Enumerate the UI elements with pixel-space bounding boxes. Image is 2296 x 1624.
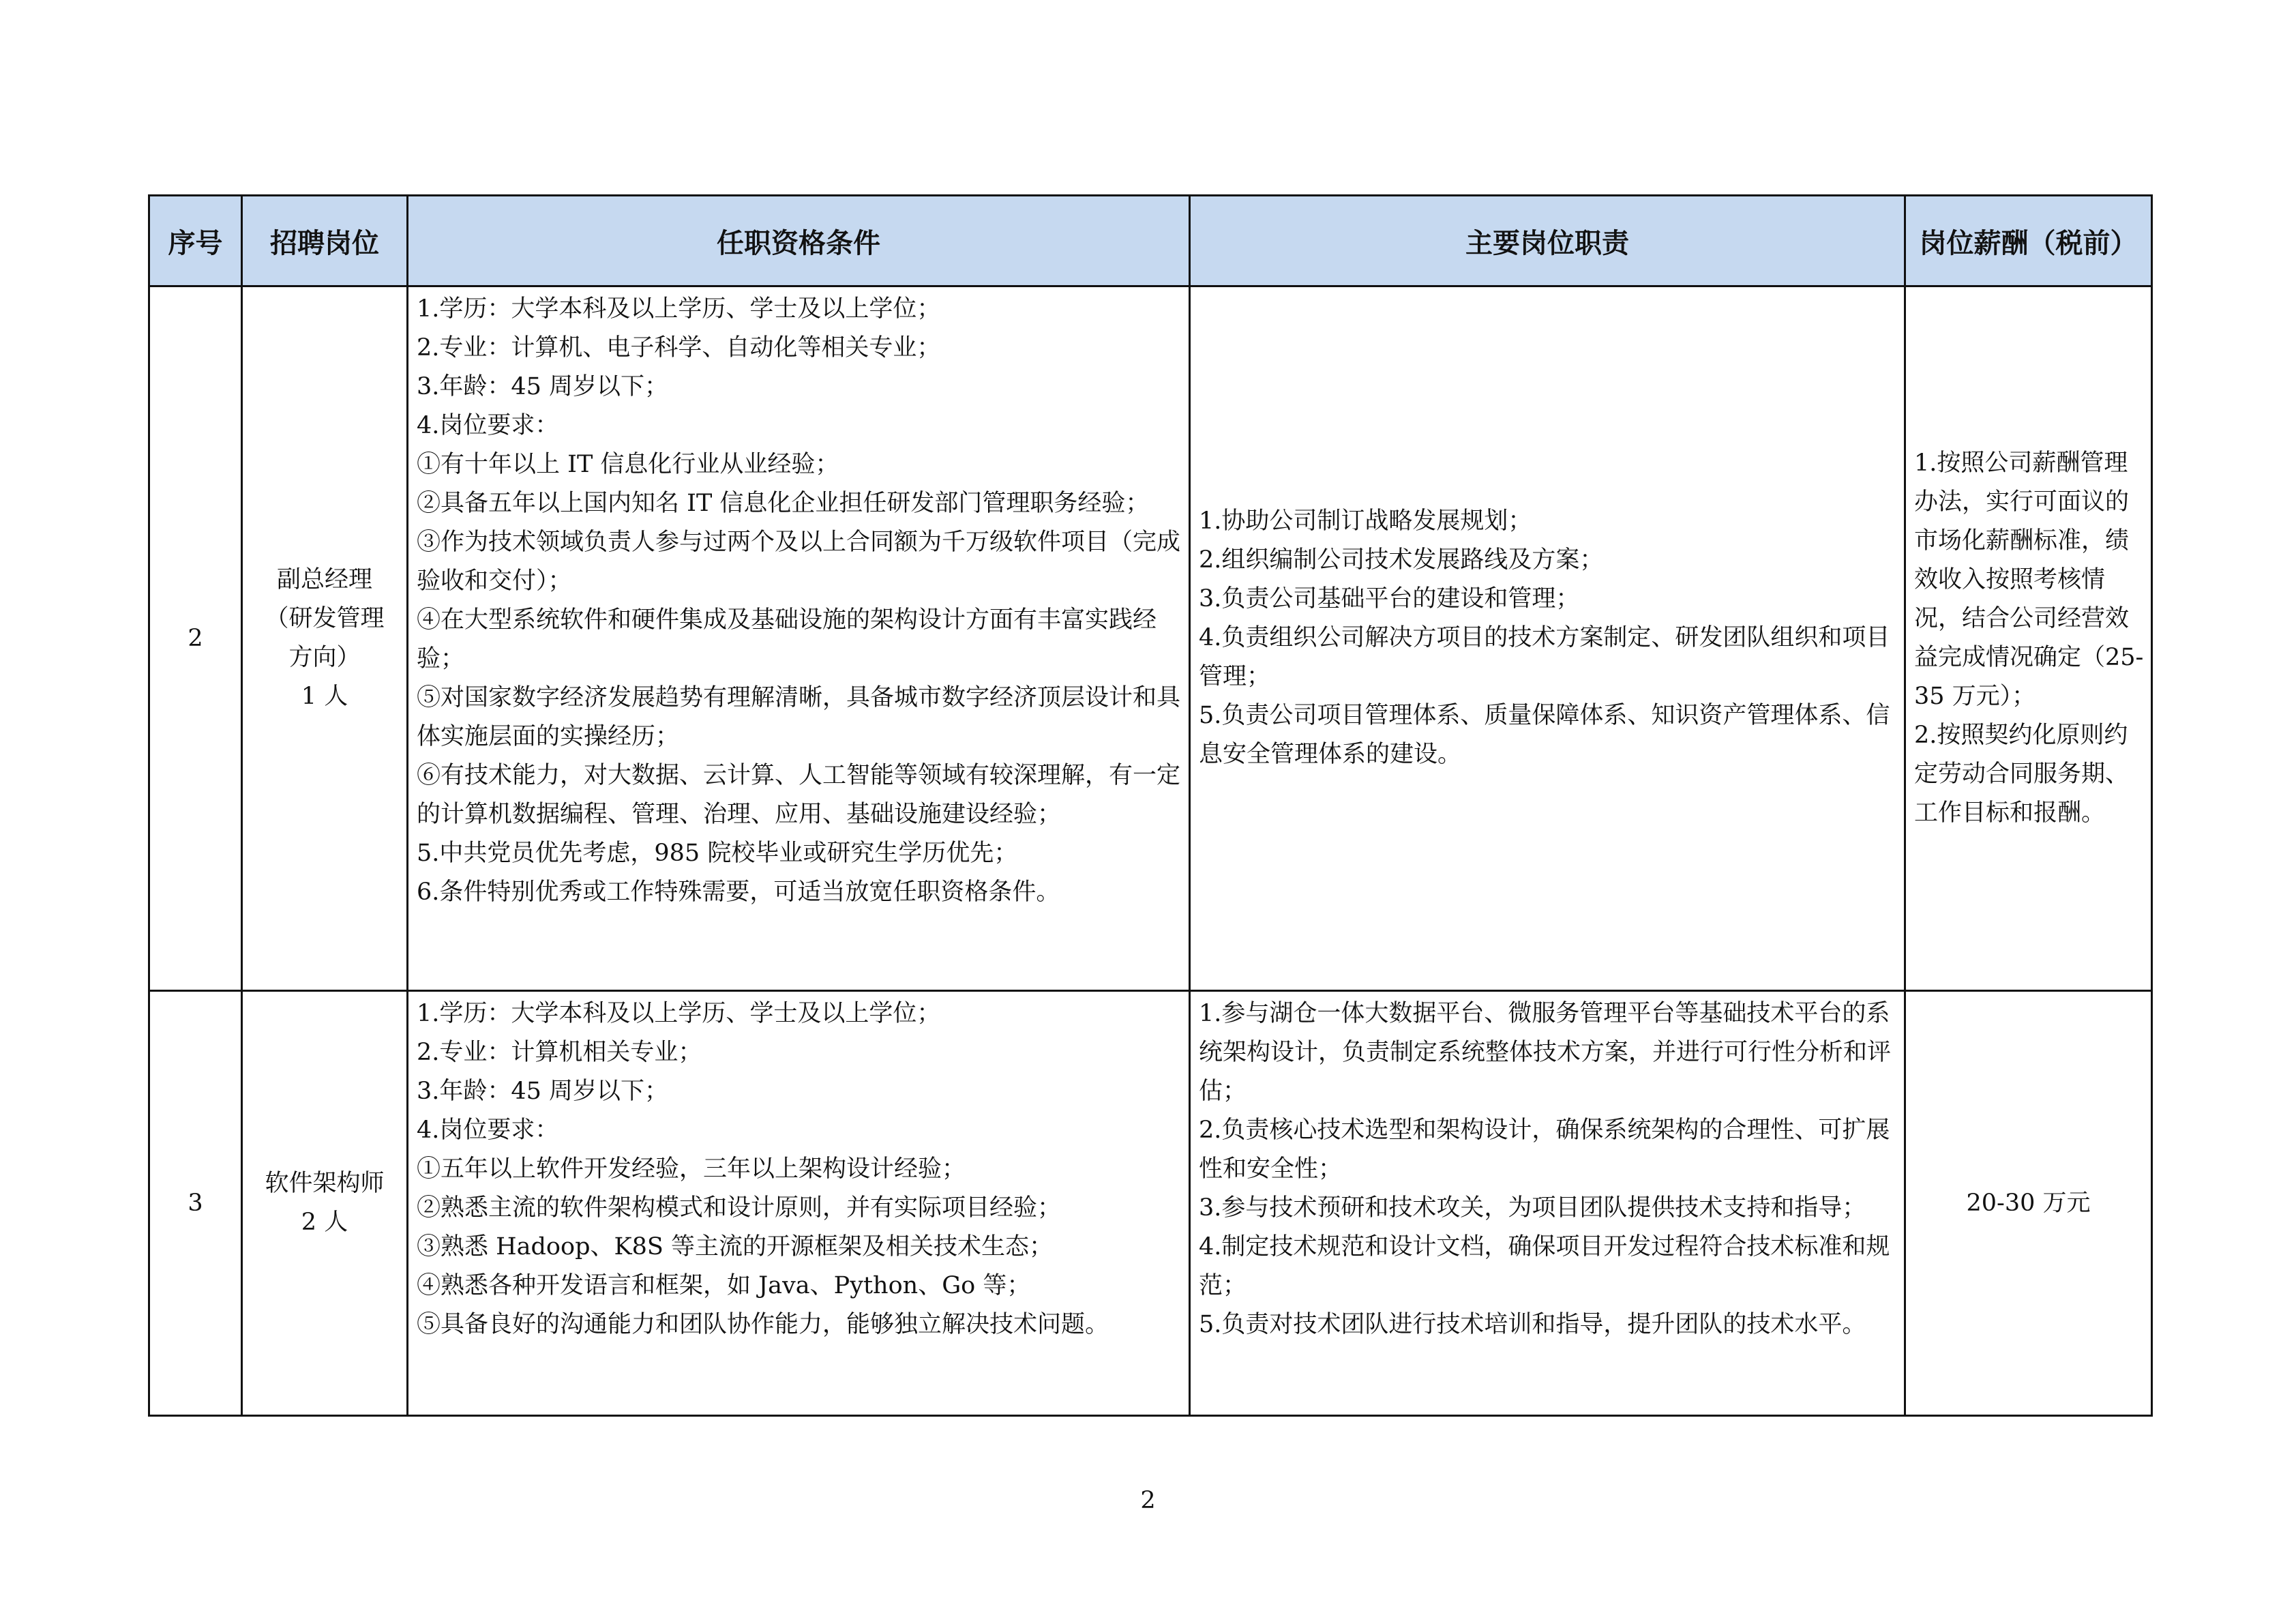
header-serial-number: 序号	[149, 196, 242, 286]
row-qualifications	[408, 991, 1190, 1416]
page-number: 2	[1140, 1487, 1156, 1514]
qualification-item: 2.专业：计算机相关专业；	[417, 1039, 702, 1066]
qualification-item: ④在大型系统软件和硬件集成及基础设施的架构设计方面有丰富实践经验；	[417, 606, 1157, 673]
qualification-item: ③作为技术领域负责人参与过两个及以上合同额为千万级软件项目（完成验收和交付）；	[417, 529, 1181, 595]
qualification-item: 5.中共党员优先考虑，985 院校毕业或研究生学历优先；	[417, 840, 1018, 867]
position-line: 2 人	[301, 1209, 348, 1236]
position-line: 副总经理	[276, 566, 372, 593]
row-duties	[1190, 286, 1905, 991]
row-serial-number: 3	[149, 991, 242, 1416]
qualification-item: 1.学历：大学本科及以上学历、学士及以上学位；	[417, 1000, 941, 1027]
duty-item: 2.组织编制公司技术发展路线及方案；	[1199, 546, 1604, 574]
qualification-item: 2.专业：计算机、电子科学、自动化等相关专业；	[417, 334, 941, 361]
row-duties	[1190, 991, 1905, 1416]
qualification-item: ②具备五年以上国内知名 IT 信息化企业担任研发部门管理职务经验；	[417, 490, 1150, 517]
position-line: 软件架构师	[265, 1170, 385, 1197]
recruitment-table	[148, 194, 2153, 1417]
row-position	[242, 991, 408, 1416]
position-line: 方向）	[288, 644, 361, 671]
qualification-item: ①五年以上软件开发经验，三年以上架构设计经验；	[417, 1155, 966, 1183]
table-row	[149, 991, 2152, 1416]
duty-item: 4.制定技术规范和设计文档，确保项目开发过程符合技术标准和规范；	[1199, 1233, 1890, 1299]
header-qualifications: 任职资格条件	[408, 196, 1190, 286]
qualification-item: ④熟悉各种开发语言和框架，如 Java、Python、Go 等；	[417, 1272, 1031, 1299]
header-position: 招聘岗位	[242, 196, 408, 286]
duty-item: 2.负责核心技术选型和架构设计，确保系统架构的合理性、可扩展性和安全性；	[1199, 1117, 1890, 1183]
qualification-item: ⑥有技术能力，对大数据、云计算、人工智能等领域有较深理解，有一定的计算机数据编程、管理、治理、应用、基础设施建设经验；	[417, 762, 1181, 828]
salary-item: 20-30 万元	[1966, 1189, 2091, 1217]
qualification-item: ①有十年以上 IT 信息化行业从业经验；	[417, 451, 839, 478]
row-position	[242, 286, 408, 991]
salary-item: 1.按照公司薪酬管理办法，实行可面议的市场化薪酬标准，绩效收入按照考核情况，结合公司经营效益完成情况确定（25-35 万元）；	[1914, 449, 2144, 710]
qualification-item: 3.年龄：45 周岁以下；	[417, 373, 669, 400]
qualification-item: 4.岗位要求：	[417, 412, 559, 439]
table-row	[149, 286, 2152, 991]
qualification-item: ②熟悉主流的软件架构模式和设计原则，并有实际项目经验；	[417, 1194, 1062, 1222]
qualification-item: 4.岗位要求：	[417, 1117, 559, 1144]
qualification-item: ③熟悉 Hadoop、K8S 等主流的开源框架及相关技术生态；	[417, 1233, 1053, 1260]
row-salary	[1905, 286, 2152, 991]
row-salary	[1905, 991, 2152, 1416]
row-qualifications	[408, 286, 1190, 991]
qualification-item: ⑤具备良好的沟通能力和团队协作能力，能够独立解决技术问题。	[417, 1311, 1109, 1338]
duty-item: 5.负责对技术团队进行技术培训和指导，提升团队的技术水平。	[1199, 1311, 1866, 1338]
header-duties: 主要岗位职责	[1190, 196, 1905, 286]
qualification-item: ⑤对国家数字经济发展趋势有理解清晰，具备城市数字经济顶层设计和具体实施层面的实操经历；	[417, 684, 1181, 750]
qualification-item: 3.年龄：45 周岁以下；	[417, 1078, 669, 1105]
row-serial-number: 2	[149, 286, 242, 991]
table-header-row	[149, 196, 2152, 286]
duty-item: 3.参与技术预研和技术攻关，为项目团队提供技术支持和指导；	[1199, 1194, 1866, 1222]
duty-item: 1.参与湖仓一体大数据平台、微服务管理平台等基础技术平台的系统架构设计，负责制定系统整体技术方案，并进行可行性分析和评估；	[1199, 1000, 1892, 1105]
salary-item: 2.按照契约化原则约定劳动合同服务期、工作目标和报酬。	[1914, 722, 2130, 827]
duty-item: 1.协助公司制订战略发展规划；	[1199, 507, 1532, 535]
duty-item: 5.负责公司项目管理体系、质量保障体系、知识资产管理体系、信息安全管理体系的建设。	[1199, 701, 1890, 768]
qualification-item: 6.条件特别优秀或工作特殊需要，可适当放宽任职资格条件。	[417, 879, 1060, 906]
qualification-item: 1.学历：大学本科及以上学历、学士及以上学位；	[417, 295, 941, 323]
duty-item: 4.负责组织公司解决方项目的技术方案制定、研发团队组织和项目管理；	[1199, 623, 1890, 690]
position-line: （研发管理	[265, 605, 385, 632]
position-line: 1 人	[301, 683, 348, 710]
header-salary: 岗位薪酬（税前）	[1905, 196, 2152, 286]
duty-item: 3.负责公司基础平台的建设和管理；	[1199, 585, 1580, 612]
